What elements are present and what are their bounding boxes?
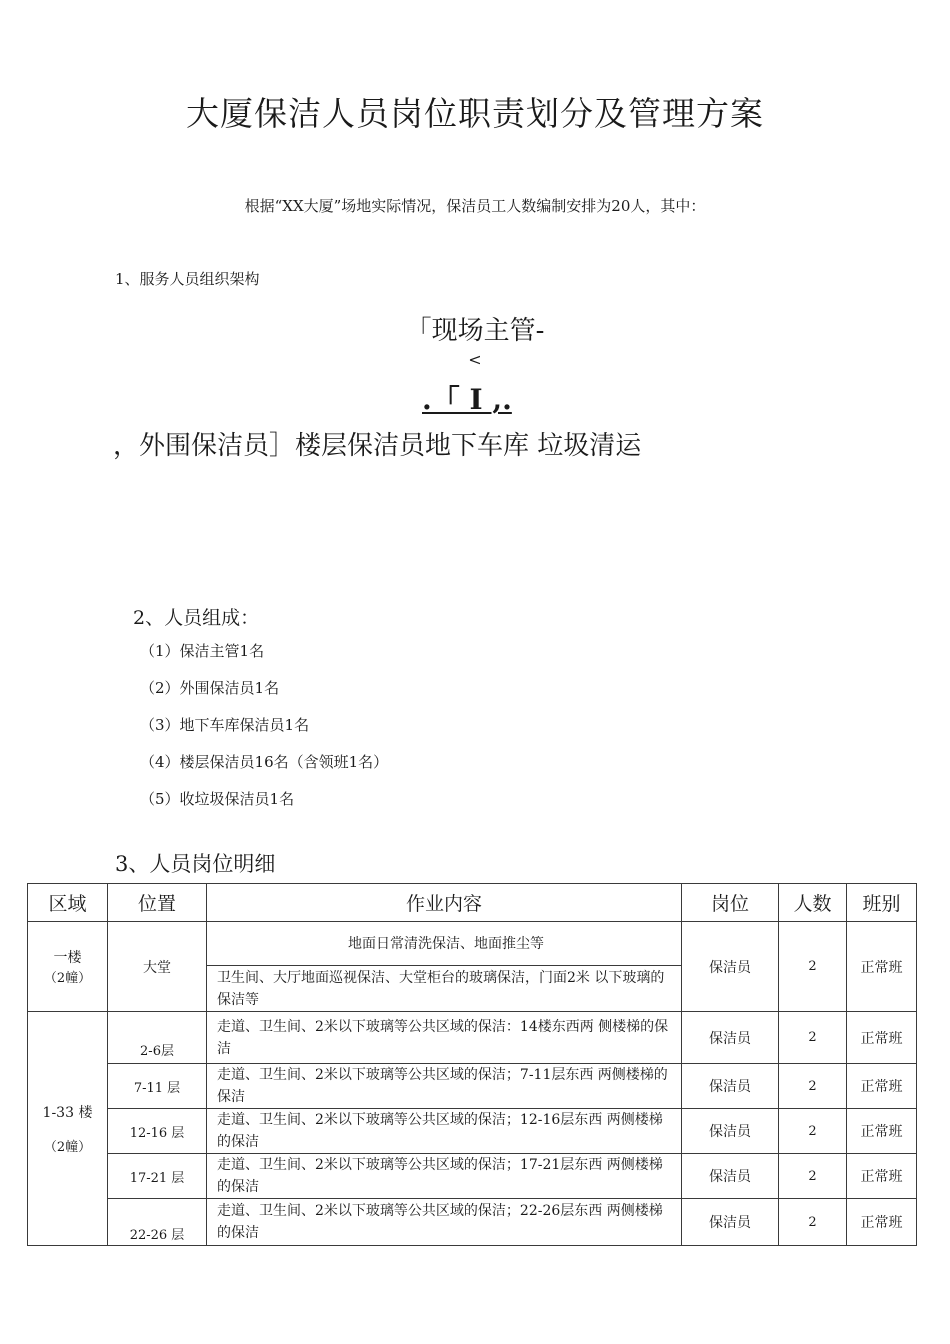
area-building: （2幢） — [43, 1140, 92, 1155]
location-cell: 12-16 层 — [108, 1109, 207, 1154]
location-cell: 22-26 层 — [108, 1199, 207, 1246]
duty-table — [27, 883, 917, 1246]
header-shift: 班别 — [847, 884, 917, 922]
content-cell: 走道、卫生间、2米以下玻璃等公共区域的保洁；17-21层东西 两侧楼梯的保洁 — [207, 1154, 682, 1199]
table-row — [28, 922, 917, 966]
section-3-heading: 3、人员岗位明细 — [115, 852, 276, 876]
section-1-heading: 1、服务人员组织架构 — [115, 270, 260, 288]
shift-cell: 正常班 — [847, 1012, 917, 1064]
area-building: （2幢） — [43, 971, 92, 986]
location-cell: 2-6层 — [108, 1012, 207, 1064]
count-cell: 2 — [779, 1199, 847, 1246]
count-cell: 2 — [779, 922, 847, 1012]
header-area: 区域 — [28, 884, 108, 922]
post-cell: 保洁员 — [682, 1199, 779, 1246]
table-row — [28, 1154, 917, 1199]
location-cell: 7-11 层 — [108, 1064, 207, 1109]
org-chart-roles: ，外围保洁员］楼层保洁员地下车库 垃圾清运 — [113, 431, 642, 461]
section-2-heading: 2、人员组成： — [133, 607, 260, 629]
shift-cell: 正常班 — [847, 1064, 917, 1109]
header-post: 岗位 — [682, 884, 779, 922]
staff-item: （2）外围保洁员1名 — [140, 679, 280, 697]
task-cell: 地面日常清洗保洁、地面推尘等 — [207, 922, 682, 966]
table-header-row — [28, 884, 917, 922]
post-cell: 保洁员 — [682, 1012, 779, 1064]
header-location: 位置 — [108, 884, 207, 922]
table-row — [28, 1109, 917, 1154]
count-cell: 2 — [779, 1154, 847, 1199]
task-cell: 卫生间、大厅地面巡视保洁、大堂柜台的玻璃保洁，门面2米 以下玻璃的保洁等 — [207, 966, 682, 1012]
location-cell: 17-21 层 — [108, 1154, 207, 1199]
header-content: 作业内容 — [207, 884, 682, 922]
staff-item: （4）楼层保洁员16名（含领班1名） — [140, 753, 389, 771]
count-cell: 2 — [779, 1012, 847, 1064]
table-row — [28, 1199, 917, 1246]
staff-item: （5）收垃圾保洁员1名 — [140, 790, 295, 808]
count-cell: 2 — [779, 1064, 847, 1109]
content-cell: 走道、卫生间、2米以下玻璃等公共区域的保洁：14楼东西两 侧楼梯的保洁 — [207, 1012, 682, 1064]
post-cell: 保洁员 — [682, 1064, 779, 1109]
org-chart-supervisor: 「现场主管- — [405, 316, 545, 346]
shift-cell: 正常班 — [847, 1154, 917, 1199]
area-cell — [28, 922, 108, 1012]
content-cell: 走道、卫生间、2米以下玻璃等公共区域的保洁；22-26层东西 两侧楼梯的保洁 — [207, 1199, 682, 1246]
staff-item: （3）地下车库保洁员1名 — [140, 716, 310, 734]
area-name: 1-33 楼 — [42, 1105, 93, 1121]
intro-paragraph: 根据“XX大厦”场地实际情况，保洁员工人数编制安排为20人，其中： — [244, 197, 706, 215]
shift-cell: 正常班 — [847, 1109, 917, 1154]
table-row — [28, 1064, 917, 1109]
shift-cell: 正常班 — [847, 922, 917, 1012]
content-cell: 走道、卫生间、2米以下玻璃等公共区域的保洁；7-11层东西 两侧楼梯的保洁 — [207, 1064, 682, 1109]
org-chart-branch-line: .「 I ,. — [422, 383, 512, 416]
post-cell: 保洁员 — [682, 1109, 779, 1154]
staff-item: （1）保洁主管1名 — [140, 642, 265, 660]
area-name: 一楼 — [53, 950, 82, 966]
area-cell — [28, 1012, 108, 1246]
table-row — [28, 1012, 917, 1064]
count-cell: 2 — [779, 1109, 847, 1154]
post-cell: 保洁员 — [682, 922, 779, 1012]
document-title: 大厦保洁人员岗位职责划分及管理方案 — [186, 94, 764, 133]
content-cell: 走道、卫生间、2米以下玻璃等公共区域的保洁；12-16层东西 两侧楼梯的保洁 — [207, 1109, 682, 1154]
org-chart-connector: < — [468, 350, 482, 369]
shift-cell: 正常班 — [847, 1199, 917, 1246]
header-count: 人数 — [779, 884, 847, 922]
post-cell: 保洁员 — [682, 1154, 779, 1199]
location-cell: 大堂 — [108, 922, 207, 1012]
